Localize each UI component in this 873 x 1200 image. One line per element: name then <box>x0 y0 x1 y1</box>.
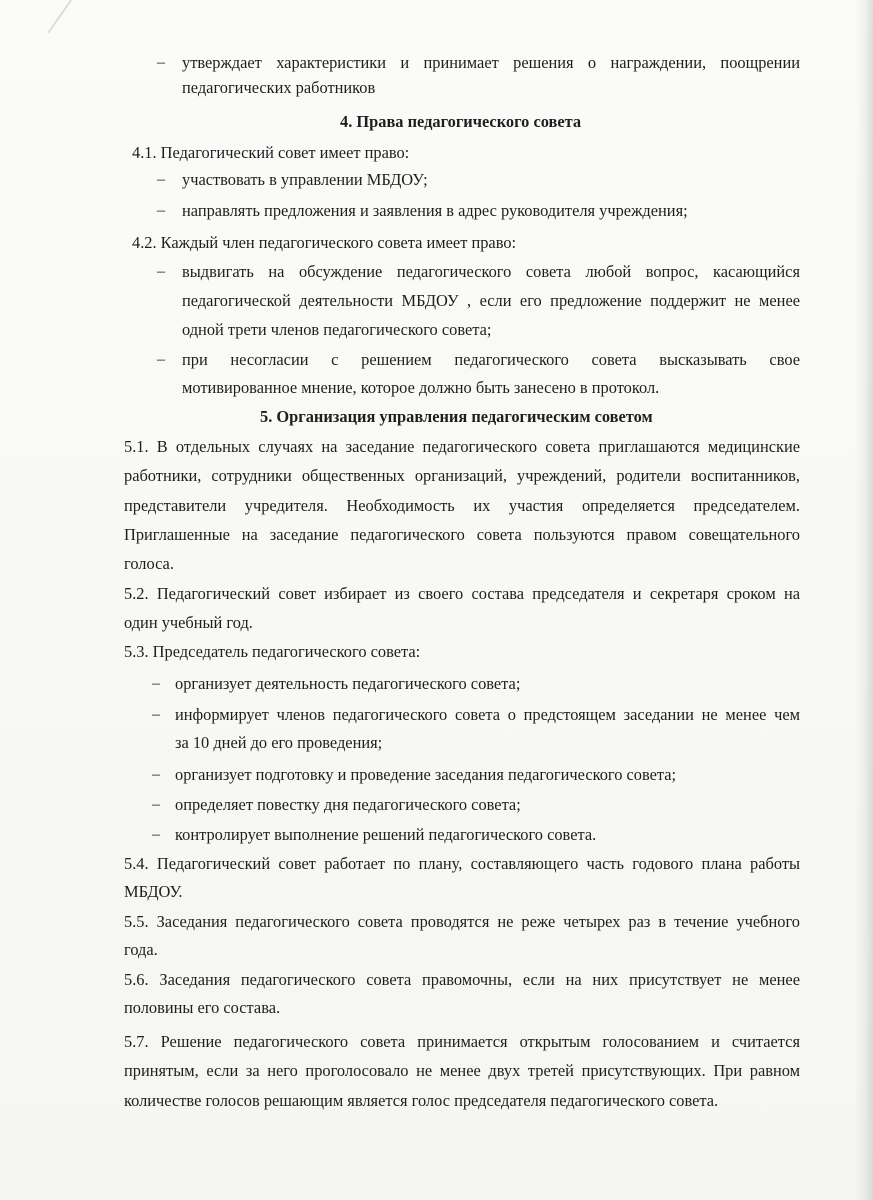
bullet-dash: – <box>157 171 165 188</box>
list-item: участвовать в управлении МБДОУ; <box>182 170 428 189</box>
paragraph-line: 5.6. Заседания педагогического совета правомочны, если на них присутствует не менее <box>124 970 800 989</box>
list-item: мотивированное мнение, которое должно быть занесено в протокол. <box>182 378 660 397</box>
paragraph-line: работники, сотрудники общественных организаций, учреждений, родители воспитанников, <box>124 466 800 485</box>
bullet-dash: – <box>157 54 165 71</box>
section-heading-4: 4. Права педагогического совета <box>340 112 582 131</box>
paragraph-line: количестве голосов решающим является голос председателя педагогического совета. <box>124 1091 719 1110</box>
paragraph-line: Приглашенные на заседание педагогического совета пользуются правом совещательного <box>124 525 800 544</box>
bullet-dash: – <box>157 351 165 368</box>
scan-artifact <box>47 0 104 56</box>
paragraph-line: 5.4. Педагогический совет работает по плану, составляющего часть годового плана работы <box>124 854 800 873</box>
paragraph-line: 5.7. Решение педагогического совета принимается открытым голосованием и считается <box>124 1032 800 1051</box>
paragraph-line: 4.2. Каждый член педагогического совета имеет право: <box>132 233 517 252</box>
list-item: выдвигать на обсуждение педагогического совета любой вопрос, касающийся <box>182 262 800 281</box>
paragraph-line: один учебный год. <box>124 613 253 632</box>
paragraph-line: утверждает характеристики и принимает решения о награждении, поощрении <box>182 53 800 72</box>
list-item: организует подготовку и проведение заседания педагогического совета; <box>175 765 677 784</box>
paragraph-line: 5.5. Заседания педагогического совета проводятся не реже четырех раз в течение учебного <box>124 912 800 931</box>
bullet-dash: – <box>152 826 160 843</box>
list-item: контролирует выполнение решений педагогического совета. <box>175 825 597 844</box>
paragraph-line: 4.1. Педагогический совет имеет право: <box>132 143 410 162</box>
list-item: информирует членов педагогического совета о предстоящем заседании не менее чем <box>175 705 800 724</box>
list-item: за 10 дней до его проведения; <box>175 733 383 752</box>
page-edge-shadow <box>855 0 873 1200</box>
paragraph-line: 5.3. Председатель педагогического совета: <box>124 642 421 661</box>
bullet-dash: – <box>152 796 160 813</box>
paragraph-line: принятым, если за него проголосовало не менее двух третей присутствующих. При равном <box>124 1061 800 1080</box>
bullet-dash: – <box>157 202 165 219</box>
section-heading-5: 5. Организация управления педагогическим советом <box>260 407 653 426</box>
paragraph-line: 5.2. Педагогический совет избирает из своего состава председателя и секретаря сроком на <box>124 584 800 603</box>
list-item: при несогласии с решением педагогического совета высказывать свое <box>182 350 800 369</box>
paragraph-line: половины его состава. <box>124 998 281 1017</box>
paragraph-line: 5.1. В отдельных случаях на заседание педагогического совета приглашаются медицинские <box>124 437 800 456</box>
list-item: определяет повестку дня педагогического совета; <box>175 795 521 814</box>
list-item: одной трети членов педагогического совета; <box>182 320 492 339</box>
list-item: направлять предложения и заявления в адрес руководителя учреждения; <box>182 201 688 220</box>
bullet-dash: – <box>152 675 160 692</box>
list-item: педагогической деятельности МБДОУ , если его предложение поддержит не менее <box>182 291 800 310</box>
bullet-dash: – <box>157 263 165 280</box>
paragraph-line: МБДОУ. <box>124 882 183 901</box>
bullet-dash: – <box>152 766 160 783</box>
bullet-dash: – <box>152 706 160 723</box>
paragraph-line: голоса. <box>124 554 174 573</box>
paragraph-line: педагогических работников <box>182 78 376 97</box>
paragraph-line: года. <box>124 940 158 959</box>
list-item: организует деятельность педагогического совета; <box>175 674 521 693</box>
paragraph-line: представители учредителя. Необходимость их участия определяется председателем. <box>124 496 800 515</box>
